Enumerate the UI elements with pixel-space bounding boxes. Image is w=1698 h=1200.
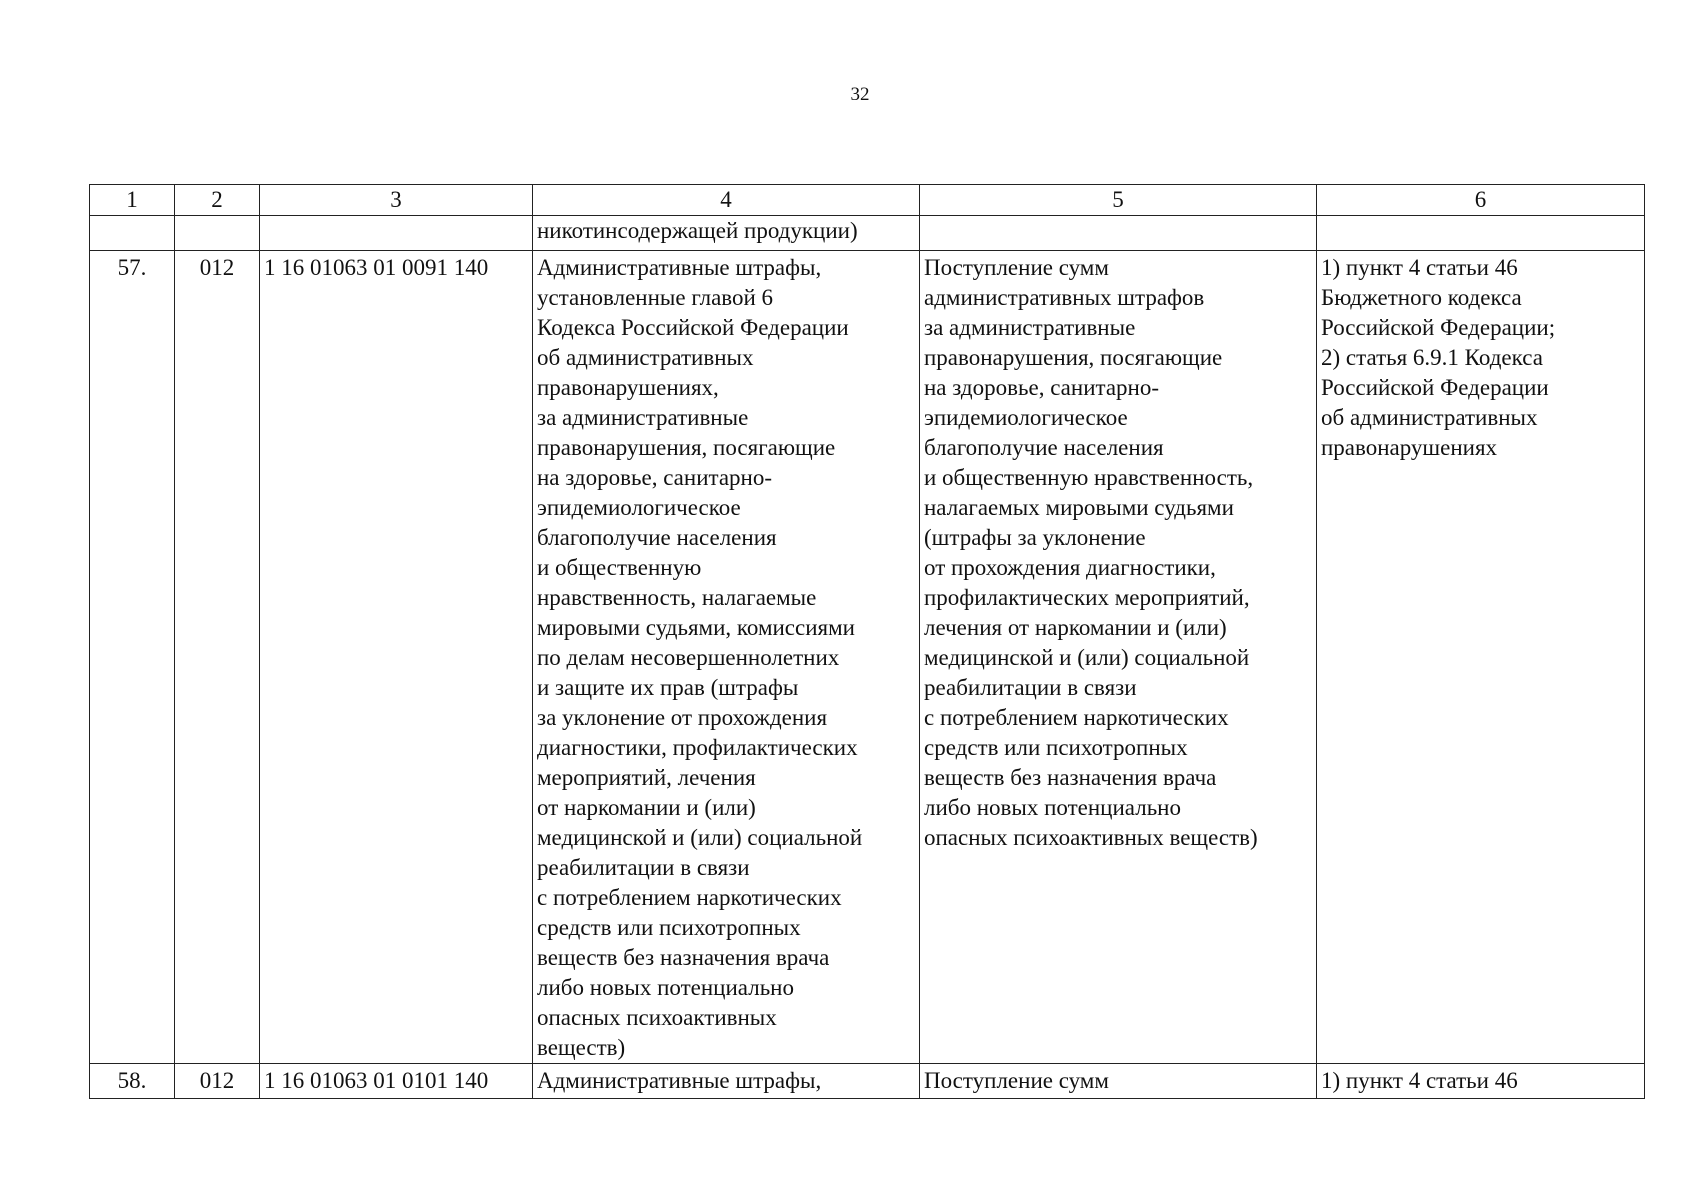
column-header-1: 1	[90, 185, 175, 216]
revenue-description: Поступление сумм	[920, 1064, 1317, 1099]
continuation-cell-5	[920, 216, 1317, 251]
column-header-3: 3	[260, 185, 533, 216]
page-number: 32	[850, 84, 870, 105]
column-header-5: 5	[920, 185, 1317, 216]
table-row	[90, 1064, 1645, 1099]
admin-code: 012	[175, 1064, 260, 1099]
revenue-name: Административные штрафы,	[533, 1064, 920, 1099]
continuation-cell-3	[260, 216, 533, 251]
row-number: 58.	[90, 1064, 175, 1099]
revenue-table	[89, 184, 1645, 1099]
continuation-cell-4: никотинсодержащей продукции)	[533, 216, 920, 251]
revenue-description: Поступление сумм административных штрафов за административные правонарушения, посягающие на здоровье, санитарно- эпидемиологическое благополучие населения и общественную нравственность, налагаемых мировыми судьями (штрафы за уклонение от прохождения диагностики, профилактических мероприятий, лечения от наркомании и (или) медицинской и (или) социальной реабилитации в связи с потреблением наркотических средств или психотропных веществ без назначения врача либо новых потенциально опасных психоактивных веществ)	[920, 251, 1317, 1064]
continuation-cell-6	[1317, 216, 1645, 251]
admin-code: 012	[175, 251, 260, 1064]
legal-basis: 1) пункт 4 статьи 46	[1317, 1064, 1645, 1099]
column-header-2: 2	[175, 185, 260, 216]
column-header-4: 4	[533, 185, 920, 216]
continuation-cell-1	[90, 216, 175, 251]
column-header-6: 6	[1317, 185, 1645, 216]
table-row	[90, 251, 1645, 1064]
header-row	[90, 185, 1645, 216]
continuation-cell-2	[175, 216, 260, 251]
continuation-row	[90, 216, 1645, 251]
budget-classification-code: 1 16 01063 01 0101 140	[260, 1064, 533, 1099]
legal-basis: 1) пункт 4 статьи 46 Бюджетного кодекса Российской Федерации; 2) статья 6.9.1 Кодекса Российской Федерации об административных правонарушениях	[1317, 251, 1645, 1064]
row-number: 57.	[90, 251, 175, 1064]
budget-classification-code: 1 16 01063 01 0091 140	[260, 251, 533, 1064]
revenue-name: Административные штрафы, установленные главой 6 Кодекса Российской Федерации об административных правонарушениях, за административные правонарушения, посягающие на здоровье, санитарно- эпидемиологическое благополучие населения и общественную нравственность, налагаемые мировыми судьями, комиссиями по делам несовершеннолетних и защите их прав (штрафы за уклонение от прохождения диагностики, профилактических мероприятий, лечения от наркомании и (или) медицинской и (или) социальной реабилитации в связи с потреблением наркотических средств или психотропных веществ без назначения врача либо новых потенциально опасных психоактивных веществ)	[533, 251, 920, 1064]
